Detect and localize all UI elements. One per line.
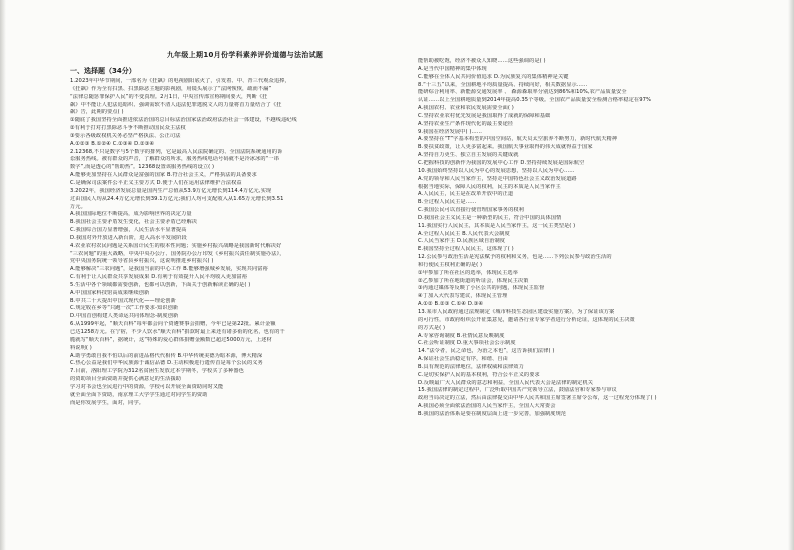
text-line: 9.我国在经济发展中( )…… <box>418 128 483 135</box>
text-line: 8.“十三五”以来，全国耕地平均质量提高、持续向好，相关数据显示…… <box>418 81 588 88</box>
text-line: A.人民民主，民主是在改革开放中的正道 <box>418 191 514 198</box>
text-line: 脆就写“顺天百科”，据统计，这“特殊的爱心群体捐赠金额数已超过5000万元，上述材 <box>70 336 272 343</box>
text-line: 2.12368,不只是数字与5个数字的排列，它是最高人民法院确定的、全国法院系统通用的诉 <box>70 148 283 155</box>
text-line: 15.我国法律的制定过程中，广泛听取中国共产党领导立法，鼓励法官和专家参与审议 <box>418 387 617 394</box>
text-line: ③要示各级政权机关务必坚严格执法、公正司法 <box>70 132 181 139</box>
text-line: A.要坚持在“T”字基本构型的中国空间站，航天员太空旅养不断努力，新时代航天精神 <box>418 136 618 143</box>
text-line: C.坚持农业农村优先发展是我国取得了成就的保障和基础 <box>418 112 551 119</box>
text-line: C.把握科技的创新作为我国的发展中心工作 D.坚持持续发展是国际航空 <box>418 159 585 166</box>
text-line: A.坚持农业生产条件现代化的最主要途径 <box>418 120 514 127</box>
text-line: C.是切实保护人民的基本权利，符合公平正义的要求 <box>418 371 540 378</box>
text-line: A.全过程人民民主 B.人民代表大会制度 <box>418 230 510 237</box>
text-line: 飙》告，此期的要点( ) <box>70 109 124 116</box>
text-line: ②乙参加了所在地街道的听证会，体现民主决策 <box>418 277 529 284</box>
text-line: C.社会听证制度 D.重大事项社会公示制度 <box>418 340 516 347</box>
text-line: 和行使民主权利正确的是( ) <box>418 261 483 268</box>
text-line: 11.我国实行人民民主，其本质是人民当家作主，这一民主类型是( ) <box>418 222 576 229</box>
text-line: 10.我国始终坚持以人民为中心的发展思想，坚持以人民为中心…… <box>418 167 575 174</box>
text-line: 而是你发展学生，面对，同学。 <box>70 399 145 406</box>
text-line: A.①② B.②③ C.①④ D.③④ <box>418 301 484 308</box>
text-line: 学习对书会也全民进行中的资源，学校可以开展全面资助同时又能 <box>70 383 224 390</box>
text-line: B.我国的法治体系是要在制度层面上进一步完善，加强制度规范 <box>418 410 567 417</box>
right-column <box>418 58 754 540</box>
text-line: 料说明( ) <box>70 344 92 351</box>
section-heading: 一、选择题（34分） <box>70 67 136 75</box>
text-line: D.我国对外开放进入新台阶，进入高水平发展阶段 <box>70 234 187 241</box>
text-line: A.①②③ B.①②④ C.①③④ D.②③④ <box>70 140 155 147</box>
text-line: 已达1258万元。在宁宿，不少人饮水“顺天百科”捐款时最上来还有诸多衔的化名，也有的干 <box>70 329 285 335</box>
text-line: 6.从1999年起，“顺天百科”每年都会向个资遴赛事会捐赠，今年已是第22批。累计金额 <box>70 321 276 328</box>
text-line: B.具有规范的法律地位，法律权威和法律效力 <box>418 363 524 370</box>
text-line: A.中国国家科技馆高成果继续创新 <box>70 289 150 296</box>
text-line: 13.某市人民政府通过法规制定《城市科技生态园区建设实施方案》，为了保证该方案 <box>418 309 615 315</box>
text-line: B.要扶贫政策，让人更多富起来。我国航天事业取得的伟大成就得益于国家 <box>418 144 593 151</box>
scan-edge-right <box>788 0 794 550</box>
text-line: A.我国农村、农业和农民发展需要全面( ) <box>418 105 514 112</box>
text-line: 的可行性，市政府组织公开征集意见，邀请各行业专家学者进行分析论证，这体现的民主决策 <box>418 316 635 323</box>
text-line: 讼服务热线。被有群众的声音，了解群众的所求，服务热线电话号码就不是冷冰冰的“一串 <box>70 156 280 163</box>
text-line: B.中共二十大提出中国式现代化——理论创新 <box>70 297 176 304</box>
text-line: “法律总随惩罪保护人民”的不变真理。2月1日，中央宣传部宣称期间要大，判断《狂 <box>70 93 268 100</box>
text-line: “三农问题”的重大战略，中央中央办公厅、国务院办公厅印发《乡村振兴责任制实施办法》， <box>70 250 285 257</box>
text-line: A.我国必须全面依法治国的人民当家作主，全国人大常委会 <box>418 403 556 410</box>
scan-edge-left <box>0 0 6 550</box>
text-line: 的方式是( ) <box>418 324 446 331</box>
text-line: 5.生活中各个领域都需要创新，也都可以创新，下面关于创新解读正确的是( ) <box>70 281 251 288</box>
text-line: ②有利于打对打黑除恶斗争不断推动国民众主法权 <box>70 125 186 132</box>
text-line: 的资助项目全面资助并提供心满意足的生活援助 <box>70 376 182 383</box>
text-line: 就全面全面下资助，南京理工大学学生通过对同学生的资助 <box>70 391 208 398</box>
text-line: C.我国综合国力显著增强，人民生活水平显著提高 <box>70 227 187 234</box>
text-line: 数字”,而是透心的“帮助热”。12368设置该服务热线的设立( ) <box>70 164 215 171</box>
text-line: C.热心公益是我们中华民族源于诚信品德 D.主动积极进行遗传首是每个公民的义务 <box>70 360 263 367</box>
text-line: 万元。 <box>70 203 86 210</box>
text-line: 7.目前，洛阳理工学院为312名贫困生发放过本学期冬，学校买了多种器色 <box>70 368 244 375</box>
text-line: 能帮助被吃饱，经济不被众人知晓……这些强调的是( ) <box>418 58 546 64</box>
text-line: B.全过程人民民主是…… <box>418 199 477 206</box>
text-line: D.中国首创构建人类命运共同体理念-制度创新 <box>70 313 179 320</box>
text-line: A.我国国际地位不断提高，成为影响世界的决定力量 <box>70 211 192 218</box>
text-line: 飙》中不能让人犯法追暗织、强调需软不清人违法犯罪逃脱文人的力量将首力量结合了《狂 <box>70 101 282 108</box>
text-line: C.人民当家作主 D.民族区域自治制度 <box>418 238 506 245</box>
text-line: D.反映最广大人民群众的意志和利益，全国人民代表大会是法律的制定机关 <box>418 379 594 386</box>
text-line: 认证……以上全国耕地质量到2014年提高0.35个等级。全国农产品质量安全检测合格率稳定在97% <box>418 97 652 104</box>
text-line: ③丙通过媒体等反映了小区公共的问题，体现民主监督 <box>418 285 545 292</box>
text-line: A.保证社会生活稳定有序，和谐、自由 <box>418 356 508 363</box>
text-line: A.专家咨询制度 B.社情民意反映制度 <box>418 332 505 339</box>
text-line: D.我国社会主义民主是一种新型的民主，符合中国的具体国情 <box>418 214 562 221</box>
text-line: 能研综合利用率、新能源交通发展率 、 森源森取率分别达到86%和10%,农产品质量安全 <box>418 89 627 96</box>
text-line: 过由国民人均从24.4万亿元增长到39.1万亿元;我们人均可支配收入从1.65万元增长到3.51 <box>70 195 284 202</box>
text-line: 12.公民参与政治生活是宪法赋予的权利和义务，也是……下列公民参与政治生活的 <box>418 254 612 261</box>
text-line: 《狂飙》作为全有扫黑、扫黑除恶主题的影视剧，用镜头展示了“法网恢恢，疏而不漏” <box>70 85 272 92</box>
text-line: A.能够解决“三农问题”，是我国当前的中心工作 B.能够增强城乡发展，实现共同富裕 <box>70 266 268 273</box>
text-line: A.是当代中国精神的集中体现 <box>418 65 487 72</box>
text-line: 14.“法令者，民之命也，为治之本也”，这告诉我们法律( ) <box>418 348 555 355</box>
text-line: ①甲参加了所在社区的选举，体现民主选举 <box>418 269 518 276</box>
document-title: 九年级上期10月份学科素养评价道德与法治试题 <box>166 51 324 59</box>
text-line: 党中央国务院统一领导省县乡村振兴，这说明推进乡村振兴( ) <box>70 258 214 265</box>
text-line: ④丁加入大代表写建议，体现民主管理 <box>418 293 508 300</box>
text-line: A.助学勇敢自我不怕以后的前进品格代代相传 B.中华传统美德为暗本源，博大精深 <box>70 352 263 359</box>
text-line: B.我国社会主要矛盾发生变化，社会主要矛盾已经解决 <box>70 219 198 226</box>
text-line: ①随底了我国坚持全面推进依法治国的总目标法治国家法治政府法治社会一体建设，不越线违纪线 <box>70 117 297 124</box>
left-text-block <box>70 78 402 407</box>
text-line: C.我国公民可以直接行使管理国家事务的权利 <box>418 207 524 214</box>
text-line: C.有利于让人民群众共享发展成果 D.有利于有效提升人民平均收入更加富裕 <box>70 274 247 281</box>
text-line: A.坚持自力更生、独立自主发展的关键成就 <box>418 152 519 159</box>
text-line: A.党的领导和人民当家作主，坚持走中国特色社会主义政治发展道路 <box>418 175 577 182</box>
left-column <box>70 46 402 540</box>
right-text-block <box>418 58 754 419</box>
text-line: C.是确保司法案件公平正义主要方式 D.便于人们在运用法律维护合法权益 <box>70 179 242 186</box>
text-line: 政府当局决定的立法，然后由法律提交由中华人民共和国主席签署主席令公布，这一过程充分体现了( ) <box>418 395 657 402</box>
text-line: A.能够更加坚持在人民群众是富强的国家 B.符合社会主义，严格执法的具备要求 <box>70 172 257 179</box>
text-line: E.我国坚持全过程人民民主，这体现了( ) <box>418 246 514 253</box>
text-line: 根据当地实际，保障人民的权利，民主的本质是人民当家作主 <box>418 183 561 190</box>
text-line: 3.2022年，我国经济发展总量是国内生产总值从53.9万亿元增长到114.4万亿元,实现 <box>70 187 272 194</box>
text-line: 1.2023年中华节期间，一部名为《狂飙》的电视剧阳底火了，引发着、中、青三代观众追捧， <box>70 78 290 84</box>
text-line: C.规定收在乡等“只跑一次”工作要求-知识创新 <box>70 305 179 312</box>
text-line: 4.农业农村农民问题是关系国计民生的根本性问题；实施乡村振兴战略是我国新时代解决好 <box>70 242 282 249</box>
text-line: C.能够在全体人民共同价值追求 D.为民族复兴的集体精神是关键 <box>418 73 569 80</box>
